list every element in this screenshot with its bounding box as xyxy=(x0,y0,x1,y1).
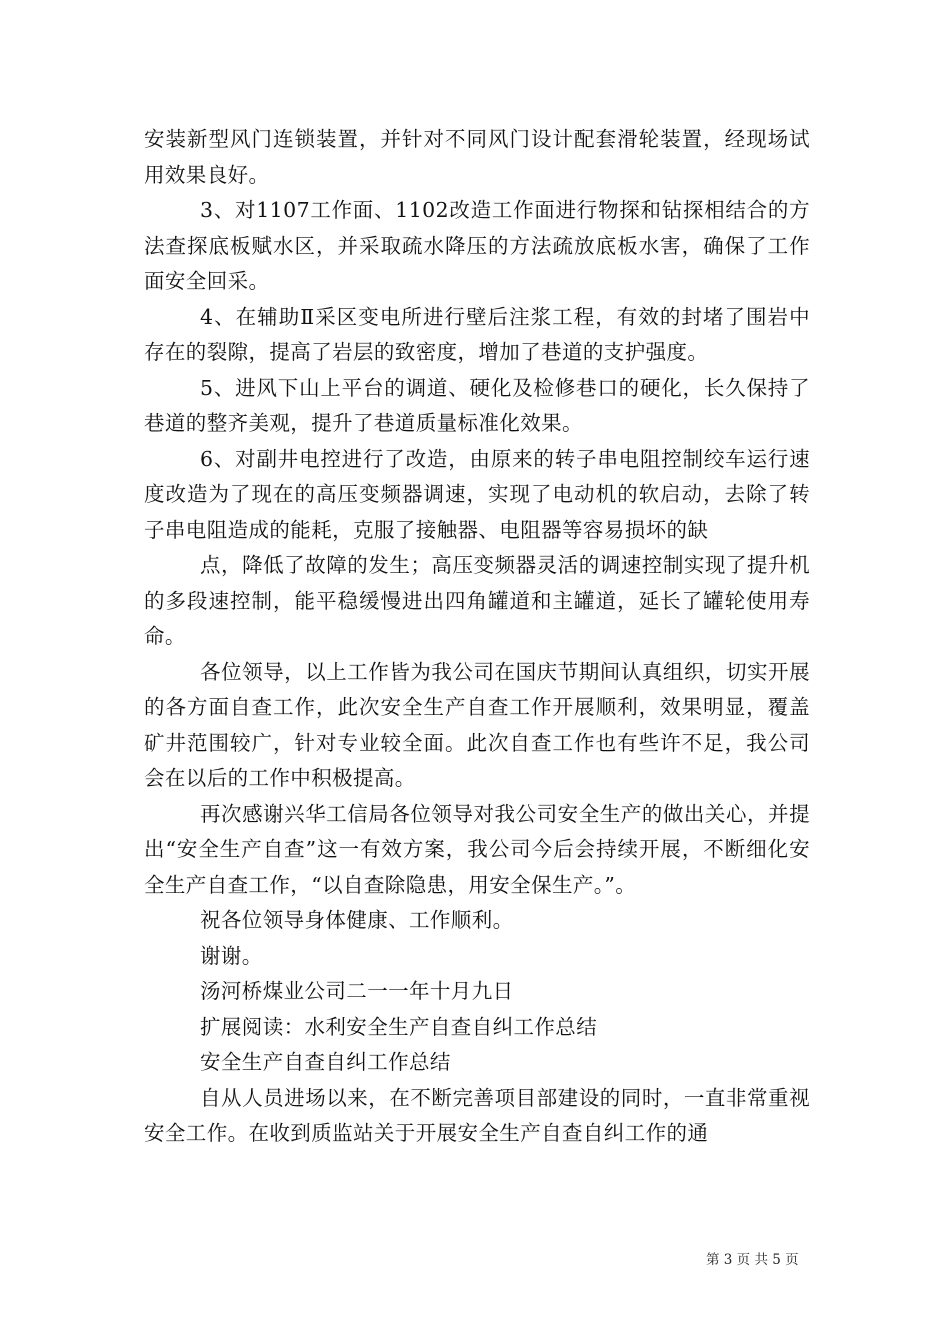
paragraph-item-6: 6、对副井电控进行了改造，由原来的转子串电阻控制绞车运行速度改造为了现在的高压变频器调速，实现了电动机的软启动，去除了转子串电阻造成的能耗，克服了接触器、电阻器等容易损坏的缺 xyxy=(144,446,810,542)
paragraph-item-6-continued: 点，降低了故障的发生；高压变频器灵活的调速控制实现了提升机的多段速控制，能平稳缓慢进出四角罐道和主罐道，延长了罐轮使用寿命。 xyxy=(144,553,810,648)
paragraph-item-5: 5、进风下山上平台的调道、硬化及检修巷口的硬化，长久保持了巷道的整齐美观，提升了巷道质量标准化效果。 xyxy=(144,375,810,435)
document-body xyxy=(144,122,810,1152)
paragraph-wishes: 祝各位领导身体健康、工作顺利。 xyxy=(200,908,514,932)
paragraph-closing: 谢谢。 xyxy=(200,943,263,968)
signature-line: 汤河桥煤业公司二一一年十月九日 xyxy=(200,979,514,1003)
paragraph-intro: 自从人员进场以来，在不断完善项目部建设的同时，一直非常重视安全工作。在收到质监站关于开展安全生产自查自纠工作的通 xyxy=(144,1085,810,1145)
section-title: 安全生产自查自纠工作总结 xyxy=(200,1050,451,1074)
paragraph-summary: 各位领导，以上工作皆为我公司在国庆节期间认真组织，切实开展的各方面自查工作，此次安全生产自查工作开展顺利，效果明显，覆盖矿井范围较广，针对专业较全面。此次自查工作也有些许不足，我公司会在以后的工作中积极提高。 xyxy=(144,659,810,790)
paragraph-item-4: 4、在辅助Ⅱ采区变电所进行壁后注浆工程，有效的封堵了围岩中存在的裂隙，提高了岩层的致密度，增加了巷道的支护强度。 xyxy=(144,304,810,364)
extended-reading-title: 扩展阅读：水利安全生产自查自纠工作总结 xyxy=(200,1014,598,1039)
page-number: 第 3 页 共 5 页 xyxy=(706,1252,799,1268)
paragraph-item-3: 3、对1107工作面、1102改造工作面进行物探和钻探相结合的方法查探底板赋水区，并采取疏水降压的方法疏放底板水害，确保了工作面安全回采。 xyxy=(144,198,810,293)
paragraph-continuation: 安装新型风门连锁装置，并针对不同风门设计配套滑轮装置，经现场试用效果良好。 xyxy=(144,127,810,187)
paragraph-thanks: 再次感谢兴华工信局各位领导对我公司安全生产的做出关心，并提出“安全生产自查”这一有效方案，我公司今后会持续开展，不断细化安全生产自查工作，“以自查除隐患，用安全保生产。”。 xyxy=(144,801,810,897)
